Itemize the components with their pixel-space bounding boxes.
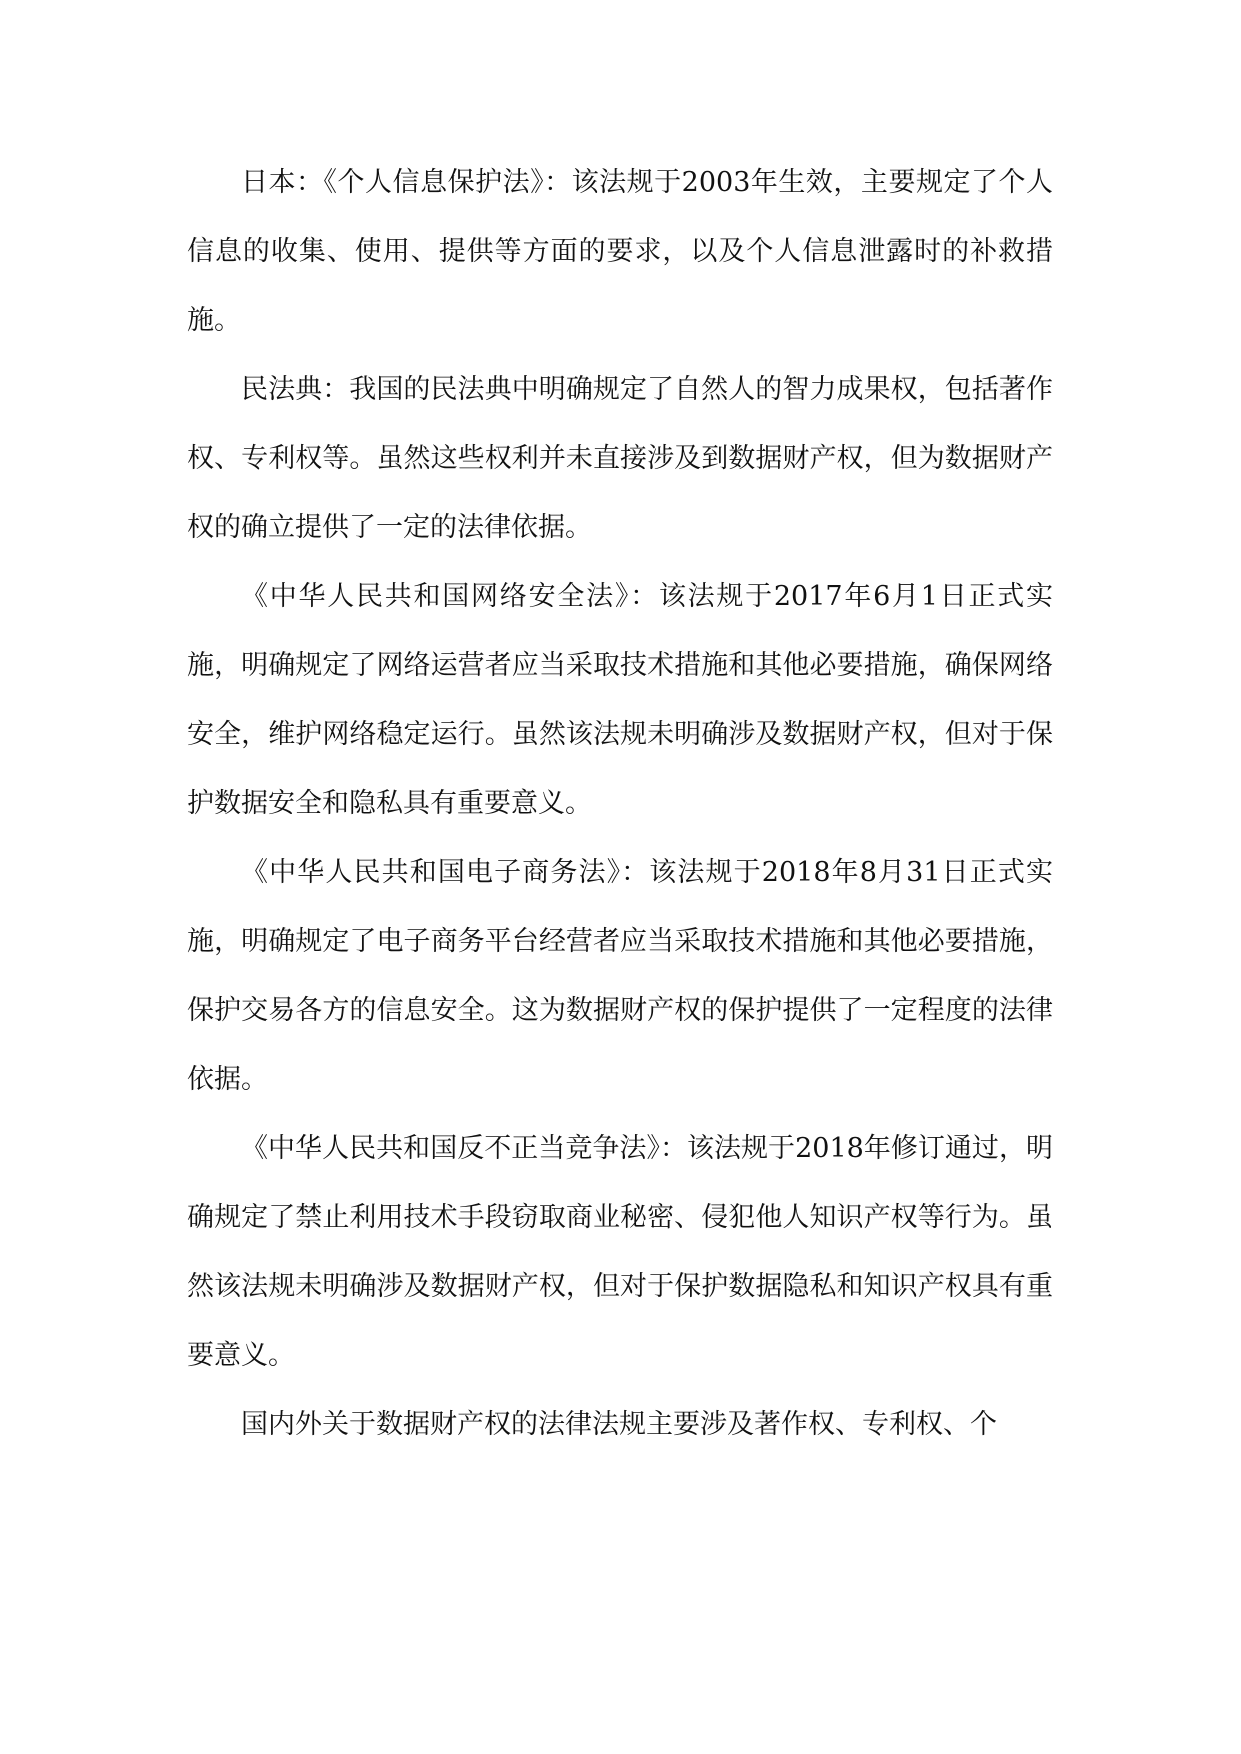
paragraph-cybersecurity-law: 《中华人民共和国网络安全法》：该法规于2017年6月1日正式实施，明确规定了网络运营者应当采取技术措施和其他必要措施，确保网络安全，维护网络稳定运行。虽然该法规未明确涉及数据财产权，但对于保护数据安全和隐私具有重要意义。 <box>187 581 1053 819</box>
paragraph-summary: 国内外关于数据财产权的法律法规主要涉及著作权、专利权、个 <box>241 1409 997 1440</box>
paragraph-japan-privacy-law: 日本：《个人信息保护法》：该法规于2003年生效，主要规定了个人信息的收集、使用、提供等方面的要求，以及个人信息泄露时的补救措施。 <box>187 167 1053 336</box>
paragraph-ecommerce-law: 《中华人民共和国电子商务法》：该法规于2018年8月31日正式实施，明确规定了电子商务平台经营者应当采取技术措施和其他必要措施，保护交易各方的信息安全。这为数据财产权的保护提供了一定程度的法律依据。 <box>187 857 1053 1095</box>
paragraph-anti-unfair-competition-law: 《中华人民共和国反不正当竞争法》：该法规于2018年修订通过，明确规定了禁止利用技术手段窃取商业秘密、侵犯他人知识产权等行为。虽然该法规未明确涉及数据财产权，但对于保护数据隐私和知识产权具有重要意义。 <box>187 1133 1053 1371</box>
document-body <box>187 148 1053 1459</box>
paragraph-civil-code: 民法典：我国的民法典中明确规定了自然人的智力成果权，包括著作权、专利权等。虽然这些权利并未直接涉及到数据财产权，但为数据财产权的确立提供了一定的法律依据。 <box>187 374 1053 543</box>
